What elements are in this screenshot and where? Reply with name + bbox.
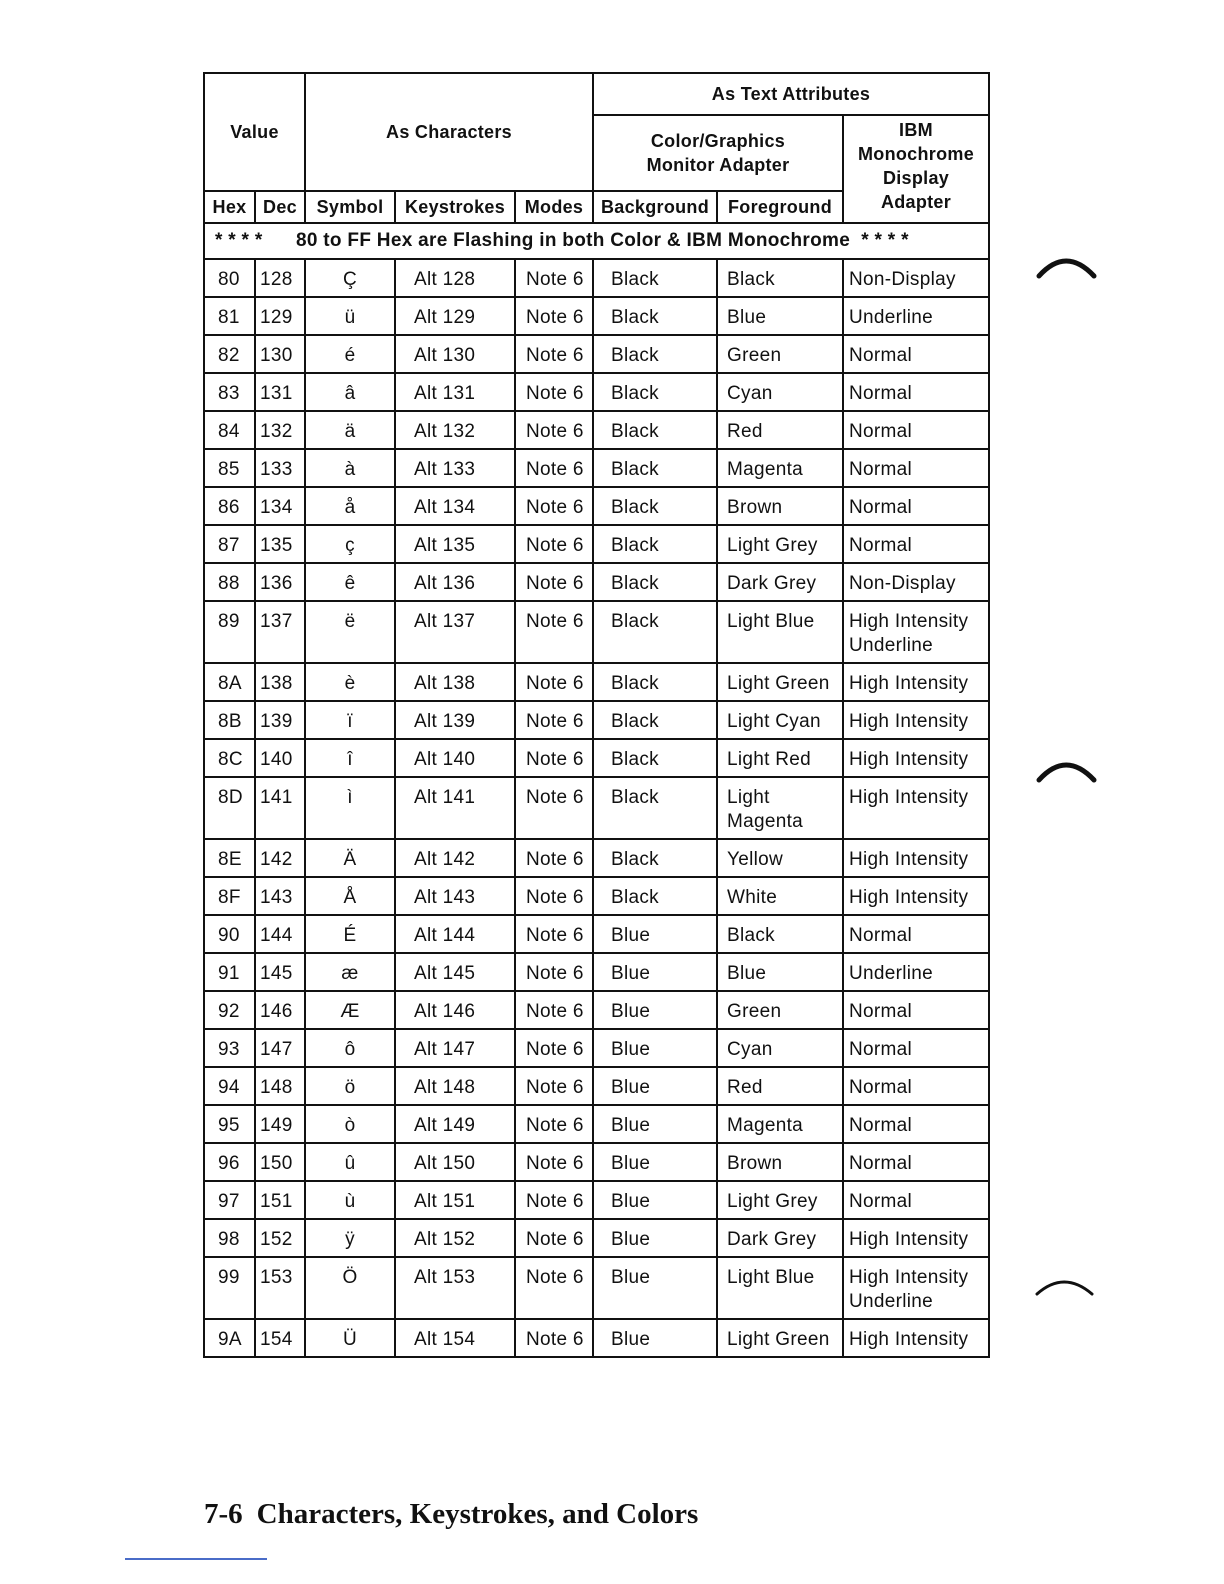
background-cell: Blue <box>593 1181 717 1219</box>
mode-cell: Note 6 <box>515 1219 593 1257</box>
dec-cell: 149 <box>255 1105 305 1143</box>
mono-attribute-cell: High Intensity <box>843 1319 989 1357</box>
mono-attribute-cell: High Intensity <box>843 777 989 839</box>
keystroke-cell: Alt 147 <box>395 1029 515 1067</box>
dec-cell: 135 <box>255 525 305 563</box>
hex-cell: 99 <box>204 1257 255 1319</box>
background-cell: Black <box>593 411 717 449</box>
background-cell: Black <box>593 297 717 335</box>
dec-cell: 140 <box>255 739 305 777</box>
mode-cell: Note 6 <box>515 1181 593 1219</box>
foreground-cell: Light Blue <box>717 1257 843 1319</box>
hex-cell: 85 <box>204 449 255 487</box>
symbol-cell: æ <box>305 953 395 991</box>
background-cell: Black <box>593 663 717 701</box>
characters-group-header: As Characters <box>305 73 593 191</box>
mode-cell: Note 6 <box>515 839 593 877</box>
foreground-cell: Light Red <box>717 739 843 777</box>
mode-cell: Note 6 <box>515 487 593 525</box>
background-cell: Black <box>593 487 717 525</box>
background-cell: Blue <box>593 1105 717 1143</box>
symbol-cell: é <box>305 335 395 373</box>
hex-cell: 95 <box>204 1105 255 1143</box>
foreground-cell: Black <box>717 259 843 297</box>
hex-cell: 8B <box>204 701 255 739</box>
dec-cell: 136 <box>255 563 305 601</box>
symbol-cell: Æ <box>305 991 395 1029</box>
dec-cell: 153 <box>255 1257 305 1319</box>
section-title: Characters, Keystrokes, and Colors <box>256 1498 699 1530</box>
mono-attribute-cell: Normal <box>843 411 989 449</box>
mode-cell: Note 6 <box>515 915 593 953</box>
hex-cell: 92 <box>204 991 255 1029</box>
table-row <box>204 663 989 701</box>
mode-cell: Note 6 <box>515 335 593 373</box>
hex-cell: 97 <box>204 1181 255 1219</box>
dec-cell: 147 <box>255 1029 305 1067</box>
symbol-cell: ù <box>305 1181 395 1219</box>
bottom-rule <box>125 1558 267 1560</box>
table-row <box>204 1067 989 1105</box>
foreground-cell: Light Magenta <box>717 777 843 839</box>
mode-cell: Note 6 <box>515 601 593 663</box>
mode-cell: Note 6 <box>515 739 593 777</box>
foreground-cell: Light Blue <box>717 601 843 663</box>
symbol-cell: ï <box>305 701 395 739</box>
dec-cell: 151 <box>255 1181 305 1219</box>
ibm-mono-header: IBM Monochrome Display Adapter <box>843 115 989 223</box>
symbol-cell: û <box>305 1143 395 1181</box>
table-row <box>204 1143 989 1181</box>
mono-attribute-cell: Non-Display <box>843 259 989 297</box>
dec-cell: 138 <box>255 663 305 701</box>
background-cell: Blue <box>593 1219 717 1257</box>
background-cell: Black <box>593 259 717 297</box>
mono-attribute-cell: High Intensity <box>843 701 989 739</box>
background-cell: Black <box>593 563 717 601</box>
background-cell: Black <box>593 601 717 663</box>
keystroke-cell: Alt 145 <box>395 953 515 991</box>
table-row <box>204 563 989 601</box>
hex-cell: 91 <box>204 953 255 991</box>
table-row <box>204 297 989 335</box>
mode-cell: Note 6 <box>515 449 593 487</box>
mono-attribute-cell: Normal <box>843 449 989 487</box>
page-footer <box>204 1498 698 1531</box>
foreground-cell: Green <box>717 991 843 1029</box>
background-cell: Black <box>593 525 717 563</box>
binding-tab-mark-middle <box>1036 750 1098 790</box>
mode-cell: Note 6 <box>515 663 593 701</box>
symbol-cell: ü <box>305 297 395 335</box>
mode-cell: Note 6 <box>515 411 593 449</box>
keystroke-cell: Alt 146 <box>395 991 515 1029</box>
hex-cell: 8C <box>204 739 255 777</box>
foreground-cell: Light Grey <box>717 525 843 563</box>
dec-cell: 142 <box>255 839 305 877</box>
foreground-cell: Black <box>717 915 843 953</box>
dec-cell: 128 <box>255 259 305 297</box>
mono-attribute-cell: Normal <box>843 1067 989 1105</box>
keystroke-cell: Alt 151 <box>395 1181 515 1219</box>
keystroke-cell: Alt 148 <box>395 1067 515 1105</box>
foreground-cell: Red <box>717 1067 843 1105</box>
flashing-note-row: * * * * 80 to FF Hex are Flashing in both Color & IBM Monochrome * * * * <box>204 223 989 259</box>
symbol-cell: ô <box>305 1029 395 1067</box>
hex-cell: 80 <box>204 259 255 297</box>
dec-cell: 130 <box>255 335 305 373</box>
keystroke-cell: Alt 130 <box>395 335 515 373</box>
keystroke-cell: Alt 154 <box>395 1319 515 1357</box>
hex-cell: 8D <box>204 777 255 839</box>
table-row <box>204 991 989 1029</box>
foreground-cell: Blue <box>717 297 843 335</box>
table-row <box>204 411 989 449</box>
keystroke-cell: Alt 144 <box>395 915 515 953</box>
symbol-cell: ì <box>305 777 395 839</box>
table-row <box>204 1257 989 1319</box>
foreground-cell: Light Cyan <box>717 701 843 739</box>
symbol-cell: î <box>305 739 395 777</box>
symbol-cell: Ö <box>305 1257 395 1319</box>
mode-cell: Note 6 <box>515 1105 593 1143</box>
foreground-cell: Magenta <box>717 1105 843 1143</box>
table-row <box>204 777 989 839</box>
mono-attribute-cell: Normal <box>843 915 989 953</box>
keystrokes-column-header: Keystrokes <box>395 191 515 223</box>
keystroke-cell: Alt 132 <box>395 411 515 449</box>
symbol-cell: Ü <box>305 1319 395 1357</box>
table-row <box>204 1105 989 1143</box>
hex-cell: 96 <box>204 1143 255 1181</box>
hex-cell: 8E <box>204 839 255 877</box>
character-attribute-table <box>203 72 990 1358</box>
dec-cell: 148 <box>255 1067 305 1105</box>
keystroke-cell: Alt 150 <box>395 1143 515 1181</box>
mono-attribute-cell: High Intensity Underline <box>843 601 989 663</box>
table-row <box>204 1319 989 1357</box>
symbol-cell: ë <box>305 601 395 663</box>
symbol-cell: Ç <box>305 259 395 297</box>
foreground-column-header: Foreground <box>717 191 843 223</box>
hex-column-header: Hex <box>204 191 255 223</box>
symbol-cell: à <box>305 449 395 487</box>
foreground-cell: Dark Grey <box>717 563 843 601</box>
foreground-cell: Light Grey <box>717 1181 843 1219</box>
background-cell: Black <box>593 739 717 777</box>
dec-cell: 131 <box>255 373 305 411</box>
table-row <box>204 877 989 915</box>
symbol-cell: å <box>305 487 395 525</box>
hex-cell: 98 <box>204 1219 255 1257</box>
background-cell: Black <box>593 877 717 915</box>
mono-attribute-cell: High Intensity <box>843 739 989 777</box>
mode-cell: Note 6 <box>515 525 593 563</box>
color-graphics-header: Color/Graphics Monitor Adapter <box>593 115 843 191</box>
dec-cell: 132 <box>255 411 305 449</box>
mode-cell: Note 6 <box>515 991 593 1029</box>
mono-attribute-cell: Normal <box>843 1143 989 1181</box>
table-row <box>204 1219 989 1257</box>
symbol-cell: ö <box>305 1067 395 1105</box>
symbol-cell: ä <box>305 411 395 449</box>
symbol-cell: ê <box>305 563 395 601</box>
mode-cell: Note 6 <box>515 1143 593 1181</box>
value-group-header: Value <box>204 73 305 191</box>
binding-tab-mark-top <box>1036 246 1098 286</box>
keystroke-cell: Alt 129 <box>395 297 515 335</box>
foreground-cell: Light Green <box>717 663 843 701</box>
symbol-cell: Ä <box>305 839 395 877</box>
dec-cell: 150 <box>255 1143 305 1181</box>
hex-cell: 8F <box>204 877 255 915</box>
table-row <box>204 953 989 991</box>
hex-cell: 86 <box>204 487 255 525</box>
mode-cell: Note 6 <box>515 1029 593 1067</box>
mode-cell: Note 6 <box>515 777 593 839</box>
symbol-cell: ò <box>305 1105 395 1143</box>
mode-cell: Note 6 <box>515 373 593 411</box>
keystroke-cell: Alt 128 <box>395 259 515 297</box>
binding-tab-mark-bottom <box>1034 1268 1096 1308</box>
dec-cell: 129 <box>255 297 305 335</box>
mode-cell: Note 6 <box>515 877 593 915</box>
keystroke-cell: Alt 140 <box>395 739 515 777</box>
background-cell: Blue <box>593 1257 717 1319</box>
table-body <box>204 259 989 1357</box>
background-cell: Black <box>593 777 717 839</box>
mono-attribute-cell: Normal <box>843 335 989 373</box>
mono-attribute-cell: Non-Display <box>843 563 989 601</box>
table-row <box>204 335 989 373</box>
foreground-cell: Cyan <box>717 373 843 411</box>
keystroke-cell: Alt 142 <box>395 839 515 877</box>
dec-cell: 141 <box>255 777 305 839</box>
mode-cell: Note 6 <box>515 563 593 601</box>
foreground-cell: White <box>717 877 843 915</box>
symbol-cell: è <box>305 663 395 701</box>
hex-cell: 89 <box>204 601 255 663</box>
foreground-cell: Red <box>717 411 843 449</box>
dec-cell: 145 <box>255 953 305 991</box>
table-row <box>204 1029 989 1067</box>
dec-cell: 154 <box>255 1319 305 1357</box>
symbol-cell: É <box>305 915 395 953</box>
foreground-cell: Magenta <box>717 449 843 487</box>
hex-cell: 9A <box>204 1319 255 1357</box>
hex-cell: 93 <box>204 1029 255 1067</box>
mode-cell: Note 6 <box>515 701 593 739</box>
dec-cell: 143 <box>255 877 305 915</box>
table-row <box>204 373 989 411</box>
table-row <box>204 525 989 563</box>
mode-cell: Note 6 <box>515 1067 593 1105</box>
hex-cell: 88 <box>204 563 255 601</box>
mono-attribute-cell: High Intensity <box>843 839 989 877</box>
keystroke-cell: Alt 138 <box>395 663 515 701</box>
hex-cell: 94 <box>204 1067 255 1105</box>
mode-cell: Note 6 <box>515 297 593 335</box>
keystroke-cell: Alt 139 <box>395 701 515 739</box>
hex-cell: 81 <box>204 297 255 335</box>
mono-attribute-cell: Normal <box>843 373 989 411</box>
page-number: 7-6 <box>204 1498 243 1530</box>
hex-cell: 90 <box>204 915 255 953</box>
background-cell: Blue <box>593 915 717 953</box>
mode-cell: Note 6 <box>515 1257 593 1319</box>
keystroke-cell: Alt 143 <box>395 877 515 915</box>
keystroke-cell: Alt 152 <box>395 1219 515 1257</box>
mono-attribute-cell: Normal <box>843 487 989 525</box>
foreground-cell: Brown <box>717 1143 843 1181</box>
keystroke-cell: Alt 136 <box>395 563 515 601</box>
mono-attribute-cell: High Intensity Underline <box>843 1257 989 1319</box>
symbol-cell: â <box>305 373 395 411</box>
symbol-cell: Å <box>305 877 395 915</box>
foreground-cell: Brown <box>717 487 843 525</box>
mono-attribute-cell: Normal <box>843 525 989 563</box>
mode-cell: Note 6 <box>515 1319 593 1357</box>
background-cell: Blue <box>593 1143 717 1181</box>
keystroke-cell: Alt 134 <box>395 487 515 525</box>
keystroke-cell: Alt 153 <box>395 1257 515 1319</box>
symbol-cell: ÿ <box>305 1219 395 1257</box>
dec-column-header: Dec <box>255 191 305 223</box>
table-row <box>204 601 989 663</box>
background-cell: Black <box>593 701 717 739</box>
keystroke-cell: Alt 133 <box>395 449 515 487</box>
keystroke-cell: Alt 131 <box>395 373 515 411</box>
table-row <box>204 915 989 953</box>
mono-attribute-cell: Normal <box>843 1105 989 1143</box>
background-cell: Blue <box>593 953 717 991</box>
hex-cell: 8A <box>204 663 255 701</box>
mono-attribute-cell: Underline <box>843 953 989 991</box>
background-cell: Black <box>593 335 717 373</box>
dec-cell: 144 <box>255 915 305 953</box>
mono-attribute-cell: Underline <box>843 297 989 335</box>
symbol-cell: ç <box>305 525 395 563</box>
mono-attribute-cell: High Intensity <box>843 877 989 915</box>
table-row <box>204 701 989 739</box>
modes-column-header: Modes <box>515 191 593 223</box>
dec-cell: 134 <box>255 487 305 525</box>
foreground-cell: Dark Grey <box>717 1219 843 1257</box>
hex-cell: 82 <box>204 335 255 373</box>
hex-cell: 84 <box>204 411 255 449</box>
dec-cell: 137 <box>255 601 305 663</box>
foreground-cell: Light Green <box>717 1319 843 1357</box>
foreground-cell: Blue <box>717 953 843 991</box>
dec-cell: 146 <box>255 991 305 1029</box>
hex-cell: 83 <box>204 373 255 411</box>
table-row <box>204 487 989 525</box>
keystroke-cell: Alt 135 <box>395 525 515 563</box>
background-cell: Black <box>593 839 717 877</box>
keystroke-cell: Alt 137 <box>395 601 515 663</box>
background-cell: Blue <box>593 1319 717 1357</box>
mono-attribute-cell: Normal <box>843 1029 989 1067</box>
symbol-column-header: Symbol <box>305 191 395 223</box>
foreground-cell: Green <box>717 335 843 373</box>
dec-cell: 139 <box>255 701 305 739</box>
table-row <box>204 259 989 297</box>
table-row <box>204 1181 989 1219</box>
keystroke-cell: Alt 141 <box>395 777 515 839</box>
mono-attribute-cell: High Intensity <box>843 1219 989 1257</box>
background-cell: Blue <box>593 991 717 1029</box>
background-column-header: Background <box>593 191 717 223</box>
background-cell: Black <box>593 373 717 411</box>
mode-cell: Note 6 <box>515 953 593 991</box>
background-cell: Black <box>593 449 717 487</box>
keystroke-cell: Alt 149 <box>395 1105 515 1143</box>
table-row <box>204 839 989 877</box>
mono-attribute-cell: Normal <box>843 1181 989 1219</box>
hex-cell: 87 <box>204 525 255 563</box>
dec-cell: 152 <box>255 1219 305 1257</box>
background-cell: Blue <box>593 1067 717 1105</box>
foreground-cell: Yellow <box>717 839 843 877</box>
background-cell: Blue <box>593 1029 717 1067</box>
dec-cell: 133 <box>255 449 305 487</box>
foreground-cell: Cyan <box>717 1029 843 1067</box>
table-row <box>204 449 989 487</box>
table-row <box>204 739 989 777</box>
mono-attribute-cell: Normal <box>843 991 989 1029</box>
mode-cell: Note 6 <box>515 259 593 297</box>
text-attributes-header: As Text Attributes <box>593 73 989 115</box>
mono-attribute-cell: High Intensity <box>843 663 989 701</box>
